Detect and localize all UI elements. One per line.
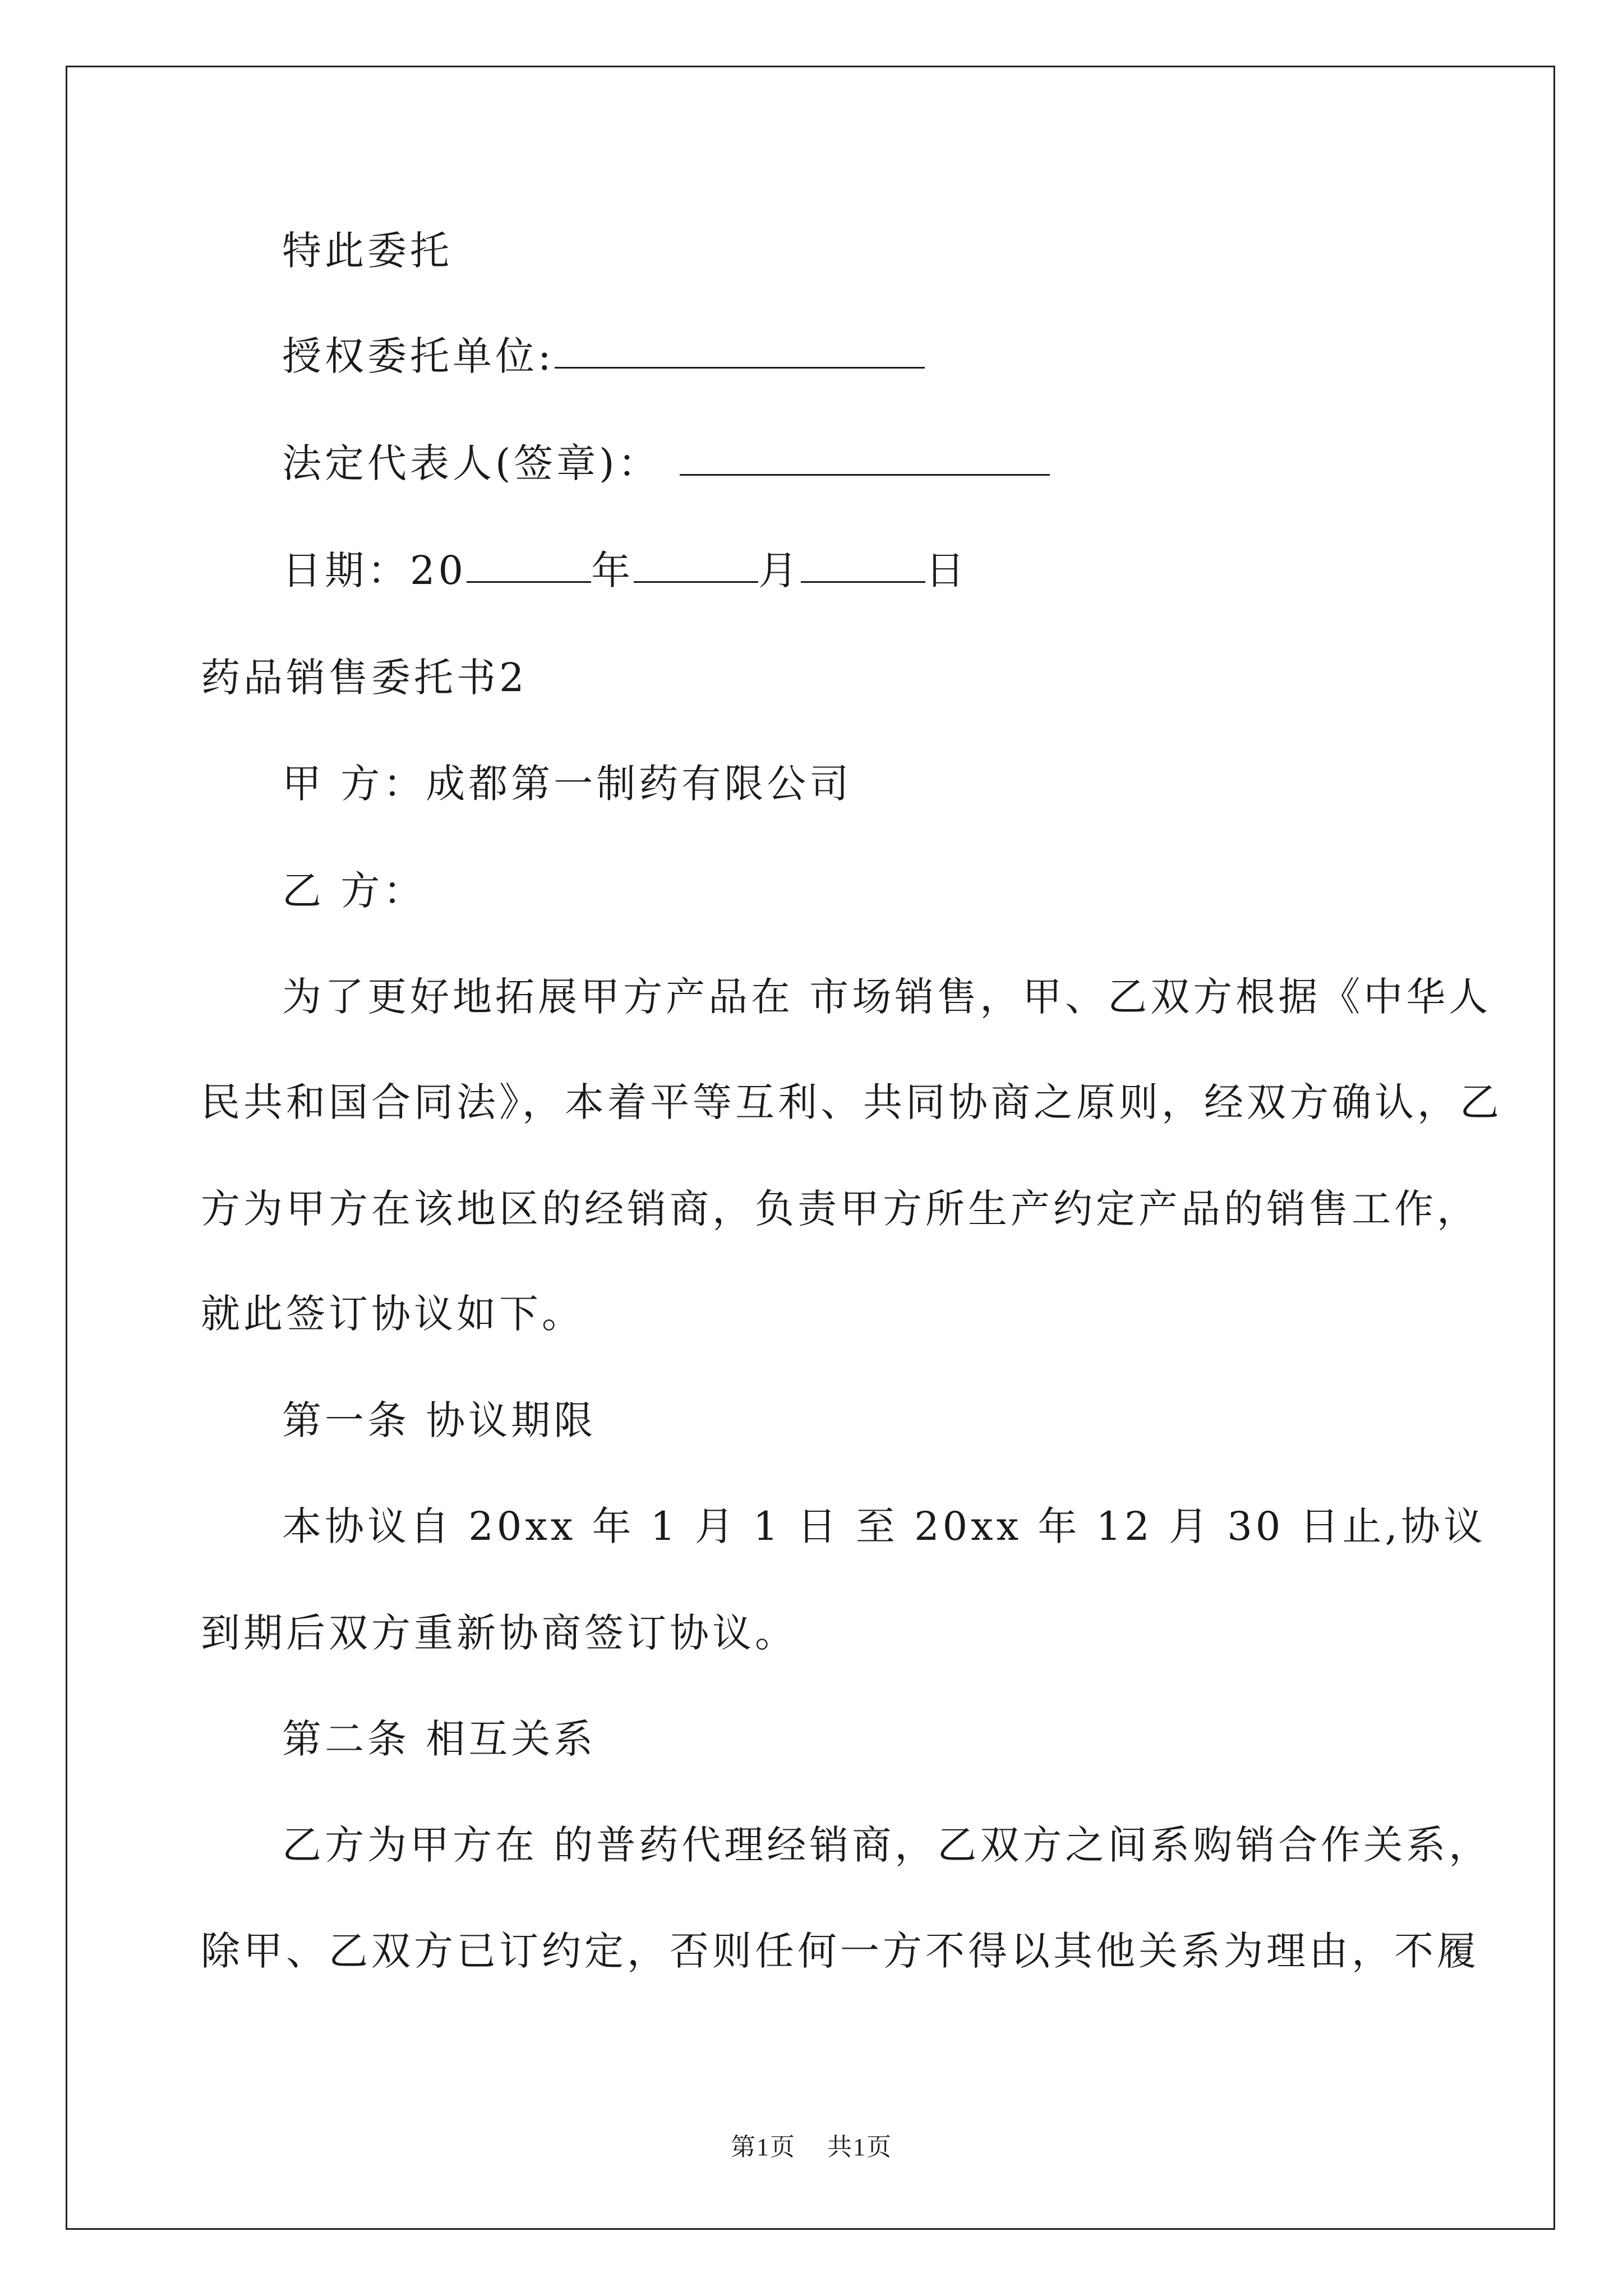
article2-text-line: 乙方为甲方在 的普药代理经销商，乙双方之间系购销合作关系， <box>282 1822 1492 1868</box>
legal-rep-label: 法定代表人(签章)： <box>282 440 661 486</box>
legal-rep-line <box>282 438 1050 489</box>
date-month-blank <box>634 545 758 583</box>
authorizing-unit-label: 授权委托单位: <box>282 333 555 379</box>
date-label: 日期：20 <box>282 547 467 593</box>
section-title: 药品销售委托书2 <box>201 655 528 701</box>
page-border <box>66 66 1555 2230</box>
closing-text: 特此委托 <box>282 228 453 274</box>
date-day-label: 日 <box>925 547 969 593</box>
date-day-blank <box>801 545 925 583</box>
date-year-label: 年 <box>591 547 634 593</box>
article2-title: 第二条 相互关系 <box>282 1716 597 1762</box>
intro-paragraph-line: 为了更好地拓展甲方产品在 市场销售，甲、乙双方根据《中华人 <box>282 974 1492 1020</box>
authorizing-unit-line <box>282 331 925 381</box>
date-line <box>282 545 968 596</box>
intro-paragraph-line: 就此签订协议如下。 <box>201 1291 584 1337</box>
date-month-label: 月 <box>758 547 801 593</box>
party-a: 甲 方：成都第一制药有限公司 <box>282 761 852 807</box>
article2-text-line: 除甲、乙双方已订约定，否则任何一方不得以其他关系为理由，不履 <box>201 1928 1479 1974</box>
page-footer <box>0 2132 1623 2163</box>
article1-title: 第一条 协议期限 <box>282 1397 597 1443</box>
page-number: 第1页 <box>731 2133 796 2161</box>
legal-rep-blank <box>680 438 1050 476</box>
authorizing-unit-blank <box>555 331 925 369</box>
date-year-blank <box>467 545 591 583</box>
article1-text-line: 本协议自 20xx 年 1 月 1 日 至 20xx 年 12 月 30 日止,协议 <box>282 1503 1486 1549</box>
intro-paragraph-line: 民共和国合同法》，本着平等互利、共同协商之原则，经双方确认，乙 <box>201 1079 1502 1125</box>
article1-text-line: 到期后双方重新协商签订协议。 <box>201 1610 797 1656</box>
page-total: 共1页 <box>827 2133 892 2161</box>
intro-paragraph-line: 方为甲方在该地区的经销商，负责甲方所生产约定产品的销售工作， <box>201 1186 1479 1232</box>
party-b: 乙 方： <box>282 868 426 914</box>
